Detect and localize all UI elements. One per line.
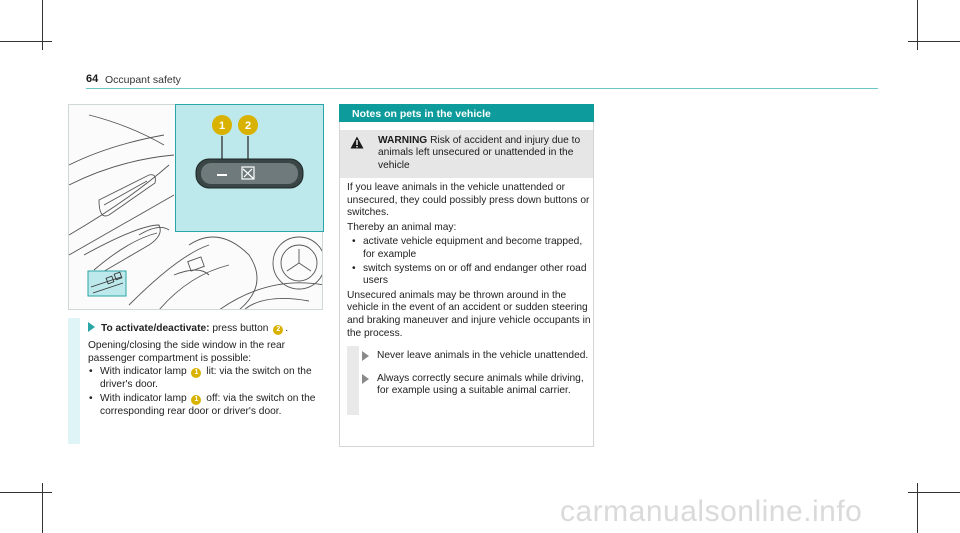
advice-item — [347, 350, 591, 363]
crop-mark — [917, 483, 918, 533]
list-item — [88, 366, 328, 392]
crop-mark — [42, 483, 43, 533]
list-item: • activate vehicle equipment and become trapped, for example — [351, 236, 591, 261]
notes-heading: Notes on pets in the vehicle — [339, 104, 594, 122]
list-item-text: With indicator lamp — [100, 392, 190, 404]
advice-item — [347, 373, 591, 398]
notes-paragraph: If you leave animals in the vehicle unattended or unsecured, they could possibly press down buttons or switches. — [347, 182, 590, 219]
crop-mark — [0, 492, 52, 493]
lamp-badge: 1 — [191, 395, 201, 405]
warning-body: Risk of accident and injury due to animals left unsecured or unattended in the vehicle — [378, 135, 581, 171]
advice-text: Always correctly secure animals while driving, for example using a suitable animal carrier. — [377, 372, 584, 397]
crop-mark — [908, 41, 960, 42]
header-rule — [86, 88, 878, 89]
warning-text — [378, 135, 590, 172]
notes-body — [347, 182, 591, 398]
callout-badge-1-label: 1 — [218, 120, 226, 132]
advice-text: Never leave animals in the vehicle unattended. — [377, 350, 589, 362]
step-label: To activate/deactivate: — [101, 323, 210, 334]
crop-mark — [908, 492, 960, 493]
crop-mark — [42, 0, 43, 50]
notes-paragraph: Thereby an animal may: — [347, 221, 457, 233]
button-detail-inset — [175, 104, 324, 232]
section-title: Occupant safety — [105, 74, 181, 86]
arrow-right-icon — [362, 374, 369, 384]
arrow-right-icon — [88, 322, 95, 332]
notes-box — [339, 122, 594, 447]
step-text: press button — [209, 323, 272, 334]
warning-label: WARNING — [378, 135, 428, 146]
window-lock-button-face — [201, 163, 298, 184]
warning-panel — [340, 130, 593, 178]
crop-mark — [917, 0, 918, 50]
page-number: 64 — [86, 73, 99, 85]
instructions — [68, 318, 326, 444]
button-detail-drawing — [176, 105, 325, 233]
list-item-text: off: via the switch on the corresponding rear door or driver's door. — [100, 392, 316, 417]
advice-bar — [347, 369, 359, 415]
list-item-text: lit: via the switch on the driver's door. — [100, 366, 312, 391]
notes-paragraph: Unsecured animals may be thrown around in the vehicle in the event of an accident or sudden steering and braking maneuver and injure vehicle occupants in the process. — [347, 289, 591, 339]
instructions-tint-bar — [68, 318, 80, 444]
step-text-end: . — [285, 323, 289, 334]
warning-icon — [350, 136, 364, 149]
list-item-text: With indicator lamp — [100, 366, 190, 378]
list-item: • switch systems on or off and endanger other road users — [351, 263, 591, 288]
instructions-intro: Opening/closing the side window in the rear passenger compartment is possible: — [88, 339, 286, 364]
step-badge: 2 — [273, 325, 283, 335]
arrow-right-icon — [362, 351, 369, 361]
list-item — [88, 393, 328, 419]
crop-mark — [0, 41, 52, 42]
lamp-badge: 1 — [191, 368, 201, 378]
instruction-step — [88, 322, 328, 336]
callout-badge-2-label: 2 — [244, 120, 252, 132]
watermark: carmanualsonline.info — [560, 495, 863, 528]
